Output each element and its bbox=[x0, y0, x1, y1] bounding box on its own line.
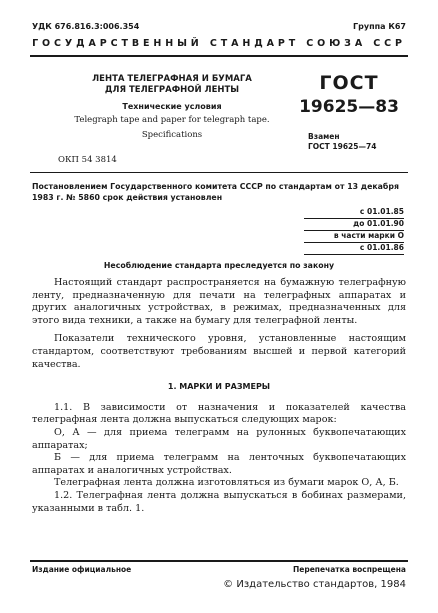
reprint-notice: Перепечатка воспрещена bbox=[292, 565, 406, 574]
title-subtitle: Технические условия bbox=[122, 102, 222, 111]
paragraph-paper: Телеграфная лента должна изготовляться из бумаги марок О, А, Б. bbox=[54, 477, 399, 489]
gost-number: 19625—83 bbox=[299, 97, 399, 117]
replaced-label: Взамен bbox=[308, 132, 340, 141]
date-from: с 01.01.85 bbox=[304, 207, 404, 219]
okp-code: ОКП 54 3814 bbox=[58, 155, 117, 165]
gost-block bbox=[294, 72, 404, 152]
title-en-line1: Telegraph tape and paper for telegraph tape. bbox=[74, 115, 270, 125]
paragraph-marks-oa: О, А — для приема телеграмм на рулонных буквопечатающих аппаратах; bbox=[32, 426, 406, 451]
violation-notice: Несоблюдение стандарта преследуется по закону bbox=[103, 261, 335, 270]
title-ru-line2: ДЛЯ ТЕЛЕГРАФНОЙ ЛЕНТЫ bbox=[104, 85, 240, 95]
date-mark-note: в части марки О bbox=[304, 231, 404, 243]
paragraph-scope: Настоящий стандарт распространяется на бумажную телеграфную ленту, предназначенную для печати на телеграфных аппаратах и других аналогичных устройствах, в режимах, предназначенных для этого вида техники, а также на бумагу для телеграфной ленты. bbox=[32, 277, 406, 326]
date-to: до 01.01.90 bbox=[304, 219, 404, 231]
title-block bbox=[52, 74, 292, 141]
udk-code: УДК 676.816.3:006.354 bbox=[32, 22, 140, 31]
decree-text: Постановлением Государственного комитета СССР по стандартам от 13 декабря 1983 г. № 5860 срок действия установлен bbox=[32, 182, 399, 202]
footer-rule bbox=[30, 560, 408, 562]
replaced-value: ГОСТ 19625—74 bbox=[308, 142, 377, 151]
paragraph-1-1: 1.1. В зависимости от назначения и показателей качества телеграфная лента должна выпускаться следующих марок: bbox=[32, 401, 406, 426]
paragraph-quality: Показатели технического уровня, установленные настоящим стандартом, соответствуют требованиям высшей и первой категорий качества. bbox=[32, 333, 406, 370]
header-rule bbox=[30, 55, 408, 57]
title-en-line2: Specifications bbox=[141, 130, 203, 140]
paragraph-mark-b: Б — для приема телеграмм на ленточных буквопечатающих аппаратах и аналогичных устройствах. bbox=[32, 452, 406, 476]
body-text bbox=[32, 277, 406, 515]
validity-dates bbox=[304, 207, 404, 255]
standard-banner: ГОСУДАРСТВЕННЫЙ СТАНДАРТ СОЮЗА ССР bbox=[32, 38, 406, 49]
gost-label: ГОСТ bbox=[319, 72, 379, 94]
section-heading: 1. МАРКИ И РАЗМЕРЫ bbox=[167, 382, 271, 392]
title-rule bbox=[30, 172, 408, 173]
official-edition: Издание официальное bbox=[32, 565, 132, 574]
title-ru-line1: ЛЕНТА ТЕЛЕГРАФНАЯ И БУМАГА bbox=[92, 74, 252, 84]
copyright: © Издательство стандартов, 1984 bbox=[223, 579, 406, 590]
date-mark-from: с 01.01.86 bbox=[304, 243, 404, 255]
group-code: Группа К67 bbox=[353, 22, 406, 31]
paragraph-1-2: 1.2. Телеграфная лента должна выпускаться в бобинах размерами, указанными в табл. 1. bbox=[32, 489, 406, 514]
